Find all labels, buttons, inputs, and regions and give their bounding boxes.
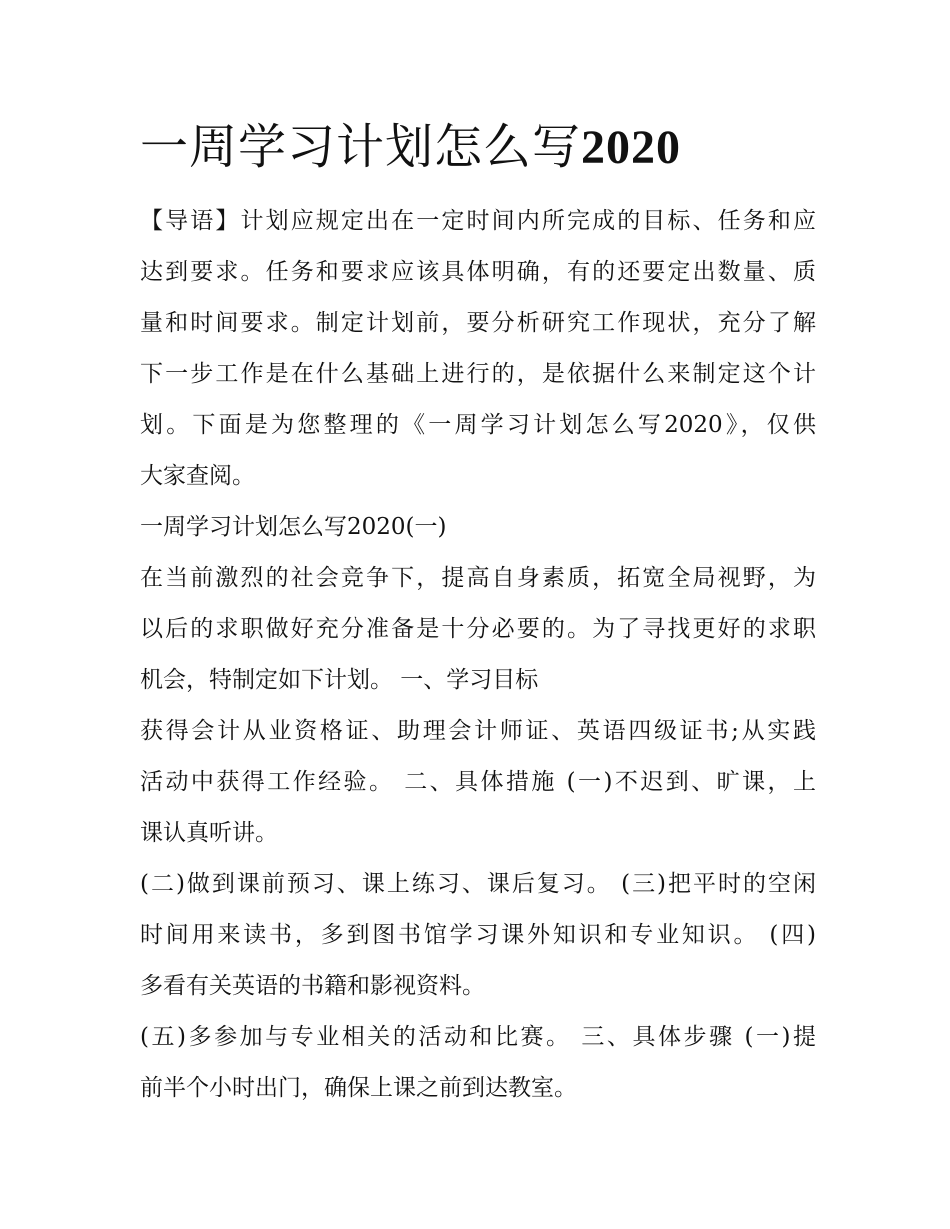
body-line: 以后的求职做好充分准备是十分必要的。为了寻找更好的求职 <box>140 616 816 642</box>
document-body <box>140 196 816 1114</box>
body-line: (二)做到课前预习、课上练习、课后复习。 (三)把平时的空闲 <box>140 871 816 897</box>
body-line: 课认真听讲。 <box>140 820 278 846</box>
body-line: 划。下面是为您整理的《一周学习计划怎么写2020》，仅供 <box>140 412 816 438</box>
body-line: 多看有关英语的书籍和影视资料。 <box>140 973 485 999</box>
body-line: 达到要求。任务和要求应该具体明确，有的还要定出数量、质 <box>140 259 816 285</box>
body-line: 在当前激烈的社会竞争下，提高自身素质，拓宽全局视野，为 <box>140 565 816 591</box>
body-line: 活动中获得工作经验。 二、具体措施 (一)不迟到、旷课，上 <box>140 769 816 795</box>
body-line: 大家查阅。 <box>140 463 255 489</box>
body-line: 量和时间要求。制定计划前，要分析研究工作现状，充分了解 <box>140 310 816 336</box>
body-line: 机会，特制定如下计划。 一、学习目标 <box>140 667 539 693</box>
body-line: 前半个小时出门，确保上课之前到达教室。 <box>140 1075 577 1101</box>
document-title <box>140 112 840 183</box>
body-line: 【导语】计划应规定出在一定时间内所完成的目标、任务和应 <box>140 208 816 234</box>
body-line: 获得会计从业资格证、助理会计师证、英语四级证书;从实践 <box>140 718 816 744</box>
title-year: 2020 <box>581 121 682 174</box>
body-line: 下一步工作是在什么基础上进行的，是依据什么来制定这个计 <box>140 361 816 387</box>
title-text: 一周学习计划怎么写 <box>140 119 582 175</box>
body-line: (五)多参加与专业相关的活动和比赛。 三、具体步骤 (一)提 <box>140 1024 816 1050</box>
section-heading: 一周学习计划怎么写2020(一) <box>140 514 447 540</box>
body-line: 时间用来读书，多到图书馆学习课外知识和专业知识。 (四) <box>140 922 816 948</box>
